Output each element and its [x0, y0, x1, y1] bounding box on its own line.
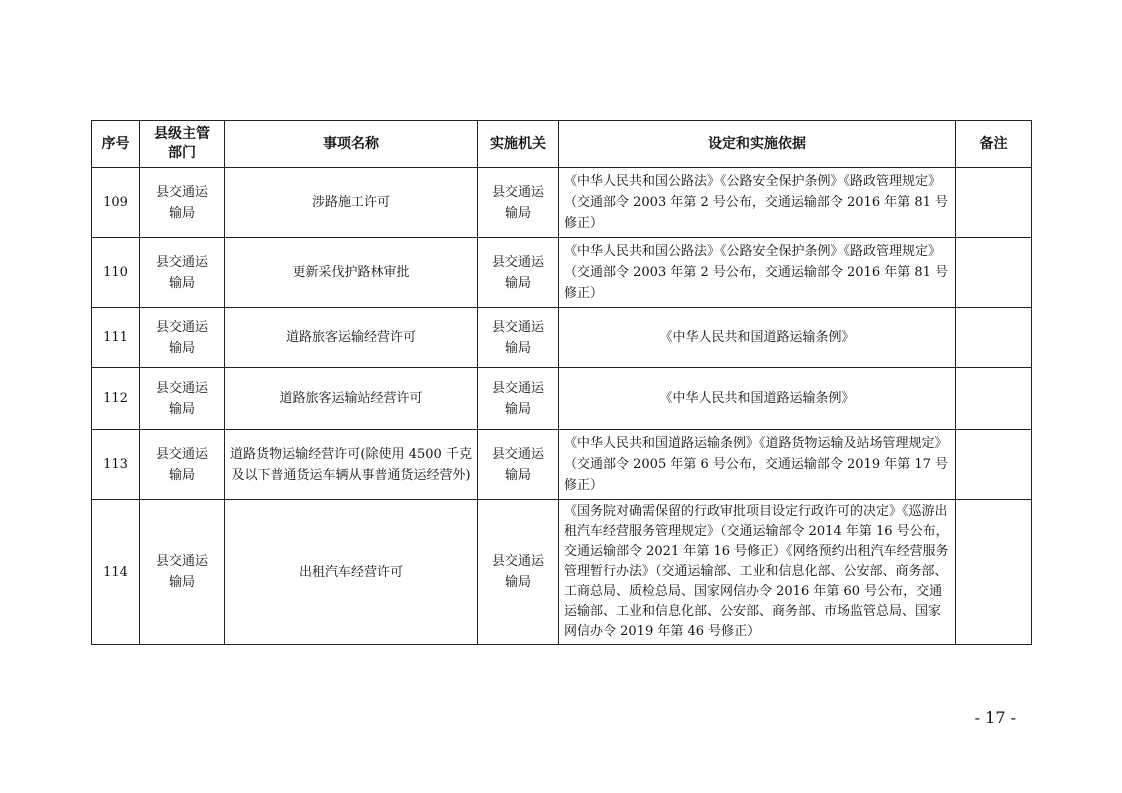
- row-basis: 《国务院对确需保留的行政审批项目设定行政许可的决定》《巡游出租汽车经营服务管理规定》（交通运输部令 2014 年第 16 号公布，交通运输部令 2021 年第 16 号修正）《网络预约出租汽车经营服务管理暂行办法》（交通运输部、工业和信息化部、公安部、商务部、工商总局、质检总局、国家网信办令 2016 年第 60 号公布，交通运输部、工业和信息化部、公安部、商务部、市场监管总局、国家网信办令 2019 年第 46 号修正）: [559, 500, 956, 645]
- row-dept: 县交通运输局: [140, 430, 225, 500]
- row-seq: 112: [92, 368, 140, 430]
- row-agency: 县交通运输局: [478, 430, 559, 500]
- row-dept: 县交通运输局: [140, 500, 225, 645]
- row-seq: 109: [92, 168, 140, 238]
- row-basis: 《中华人民共和国公路法》《公路安全保护条例》《路政管理规定》（交通部令 2003 年第 2 号公布，交通运输部令 2016 年第 81 号修正）: [559, 168, 956, 238]
- row-remark: [956, 430, 1032, 500]
- table-header-row: [92, 121, 1032, 168]
- row-item: 涉路施工许可: [225, 168, 478, 238]
- row-dept: 县交通运输局: [140, 308, 225, 368]
- row-basis: 《中华人民共和国公路法》《公路安全保护条例》《路政管理规定》（交通部令 2003 年第 2 号公布，交通运输部令 2016 年第 81 号修正）: [559, 238, 956, 308]
- row-seq: 113: [92, 430, 140, 500]
- permit-table: [91, 120, 1032, 645]
- header-seq: 序号: [92, 121, 140, 168]
- header-basis: 设定和实施依据: [559, 121, 956, 168]
- row-agency: 县交通运输局: [478, 368, 559, 430]
- row-agency: 县交通运输局: [478, 308, 559, 368]
- header-item: 事项名称: [225, 121, 478, 168]
- table-row: [92, 308, 1032, 368]
- table-row: [92, 238, 1032, 308]
- row-seq: 114: [92, 500, 140, 645]
- row-basis: 《中华人民共和国道路运输条例》: [559, 368, 956, 430]
- row-dept: 县交通运输局: [140, 238, 225, 308]
- table-row: [92, 168, 1032, 238]
- header-agency: 实施机关: [478, 121, 559, 168]
- row-item: 出租汽车经营许可: [225, 500, 478, 645]
- row-remark: [956, 308, 1032, 368]
- table-row: [92, 430, 1032, 500]
- row-item: 道路旅客运输站经营许可: [225, 368, 478, 430]
- row-basis: 《中华人民共和国道路运输条例》: [559, 308, 956, 368]
- table-row: [92, 368, 1032, 430]
- header-remark: 备注: [956, 121, 1032, 168]
- row-dept: 县交通运输局: [140, 368, 225, 430]
- header-dept: 县级主管部门: [140, 121, 225, 168]
- row-agency: 县交通运输局: [478, 500, 559, 645]
- row-remark: [956, 168, 1032, 238]
- row-remark: [956, 500, 1032, 645]
- row-basis: 《中华人民共和国道路运输条例》《道路货物运输及站场管理规定》（交通部令 2005 年第 6 号公布，交通运输部令 2019 年第 17 号修正）: [559, 430, 956, 500]
- row-seq: 111: [92, 308, 140, 368]
- table-row: [92, 500, 1032, 645]
- row-dept: 县交通运输局: [140, 168, 225, 238]
- page-number: - 17 -: [974, 708, 1016, 727]
- row-item: 更新采伐护路林审批: [225, 238, 478, 308]
- row-remark: [956, 238, 1032, 308]
- row-seq: 110: [92, 238, 140, 308]
- row-item: 道路货物运输经营许可(除使用 4500 千克及以下普通货运车辆从事普通货运经营外): [225, 430, 478, 500]
- row-agency: 县交通运输局: [478, 238, 559, 308]
- row-remark: [956, 368, 1032, 430]
- row-agency: 县交通运输局: [478, 168, 559, 238]
- row-item: 道路旅客运输经营许可: [225, 308, 478, 368]
